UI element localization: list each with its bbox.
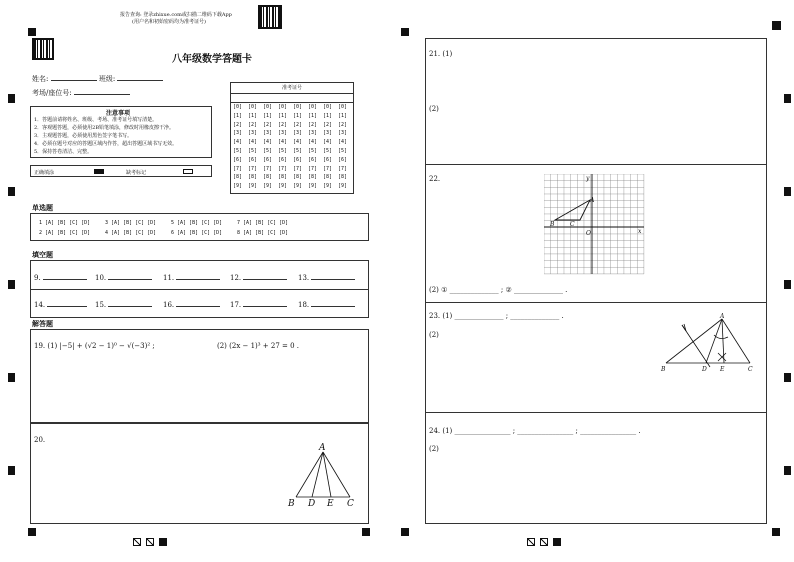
exam-id-bubble[interactable]: [1] [293, 112, 303, 119]
exam-id-bubble-grid[interactable] [233, 104, 353, 194]
q22-axis-y-label: y [586, 175, 590, 182]
choice-item[interactable]: 6 [A] [B] [C] [D] [171, 230, 223, 236]
exam-id-bubble[interactable]: [2] [323, 121, 333, 128]
q20-label-a: A [319, 443, 326, 453]
exam-id-bubble[interactable]: [3] [278, 130, 288, 137]
exam-id-bubble[interactable]: [8] [233, 174, 243, 181]
exam-id-bubble[interactable]: [3] [308, 130, 318, 137]
exam-id-bubble[interactable]: [4] [233, 139, 243, 146]
choice-item[interactable]: 1 [A] [B] [C] [D] [39, 220, 91, 226]
notes-item: 2．客观题答题，必须使用2B铅笔填涂，修改时用橡皮擦干净。 [34, 125, 175, 131]
choice-item[interactable]: 5 [A] [B] [C] [D] [171, 220, 223, 226]
notes-box [30, 106, 212, 158]
exam-id-bubble[interactable]: [5] [323, 148, 333, 154]
exam-id-bubble[interactable]: [0] [308, 104, 318, 110]
divider [426, 164, 766, 165]
q21-part1: 21. (1) [429, 50, 453, 58]
q23-part1[interactable]: 23. (1) ______________ ; ______________ . [429, 312, 564, 320]
exam-id-bubble[interactable]: [3] [323, 130, 333, 137]
divider [31, 289, 368, 290]
corner-mark [28, 28, 36, 36]
exam-id-bubble[interactable]: [4] [293, 139, 303, 146]
q19-part2: (2) (2x − 1)³ + 27 = 0 . [217, 342, 300, 350]
q23-label-c: C [748, 366, 753, 373]
notes-item: 1．答题前请将姓名、班级、考场、准考证号填写清楚。 [34, 117, 158, 123]
exam-id-bubble[interactable]: [6] [233, 156, 243, 163]
exam-id-bubble[interactable]: [2] [233, 121, 243, 128]
blank-9[interactable]: 9. [34, 272, 87, 282]
exam-id-bubble[interactable]: [5] [278, 148, 288, 154]
exam-id-bubble[interactable]: [3] [263, 130, 273, 137]
q20-label-b: B [288, 499, 295, 509]
q22-origin-label: O [586, 230, 591, 237]
timing-mark [8, 373, 15, 382]
q23-label-b: B [661, 366, 666, 373]
exam-id-bubble[interactable]: [9] [323, 183, 333, 190]
exam-id-bubble[interactable]: [1] [323, 112, 333, 119]
q22-axis-x-label: x [638, 228, 642, 235]
q19-part1: 19. (1) |−5| + (√2 − 1)⁰ − √(−3)² ; [34, 342, 155, 350]
fill-blank-box [30, 260, 369, 318]
exam-id-bubble[interactable]: [9] [308, 183, 318, 190]
exam-id-bubble[interactable]: [7] [278, 165, 288, 172]
q22-grid-figure [544, 174, 646, 276]
exam-id-bubble[interactable]: [7] [293, 165, 303, 172]
notes-item: 3．主观题答题，必须使用黑色签字笔书写。 [34, 133, 133, 139]
q19-answer-area[interactable] [30, 329, 369, 423]
q20-label-d: D [308, 499, 316, 509]
footer-marks [527, 531, 561, 550]
exam-id-bubble[interactable]: [5] [308, 148, 318, 154]
exam-id-bubble[interactable]: [5] [293, 148, 303, 154]
exam-id-bubble[interactable]: [3] [248, 130, 258, 137]
choice-item[interactable]: 3 [A] [B] [C] [D] [105, 220, 157, 226]
exam-id-bubble[interactable]: [6] [338, 156, 348, 163]
exam-id-bubble[interactable]: [6] [293, 156, 303, 163]
single-choice-label: 单选题 [32, 203, 53, 212]
timing-mark [8, 280, 15, 289]
blank-17[interactable]: 17. [230, 299, 287, 309]
exam-id-bubble[interactable]: [4] [323, 139, 333, 146]
exam-id-bubble[interactable]: [0] [278, 104, 288, 110]
q20-label-c: C [347, 499, 354, 509]
exam-id-bubble[interactable]: [8] [338, 174, 348, 181]
exam-id-bubble[interactable]: [7] [338, 165, 348, 172]
q23-part2: (2) [429, 331, 439, 339]
fill-missing-label: 缺考标记 [126, 170, 147, 176]
exam-id-bubble[interactable]: [9] [233, 183, 243, 190]
exam-id-bubble[interactable]: [8] [278, 174, 288, 181]
fill-correct-sample [94, 169, 104, 174]
exam-id-bubble[interactable]: [5] [263, 148, 273, 154]
missing-exam-checkbox[interactable] [183, 169, 193, 174]
exam-id-bubble[interactable]: [0] [338, 104, 348, 110]
timing-mark [784, 280, 791, 289]
exam-id-bubble[interactable]: [0] [248, 104, 258, 110]
exam-id-bubble[interactable]: [2] [293, 121, 303, 128]
seat-field[interactable]: 考场/座位号: [32, 87, 130, 98]
q20-triangle-figure [283, 440, 367, 510]
qr-code-top [258, 5, 282, 29]
notice-line-2: (用户名和初始密码均为准考证号) [132, 19, 206, 25]
blank-10[interactable]: 10. [95, 272, 152, 282]
q22-label: 22. [429, 175, 441, 183]
corner-mark [401, 528, 409, 536]
exam-id-bubble[interactable]: [9] [263, 183, 273, 190]
blank-16[interactable]: 16. [163, 299, 220, 309]
exam-id-bubble[interactable]: [6] [308, 156, 318, 163]
exam-id-bubble[interactable]: [3] [338, 130, 348, 137]
name-field[interactable]: 姓名: 班级: [32, 73, 163, 84]
exam-id-bubble[interactable]: [4] [248, 139, 258, 146]
exam-id-bubble[interactable]: [0] [233, 104, 243, 110]
q23-triangle-figure [658, 311, 758, 373]
exam-id-bubble[interactable]: [8] [248, 174, 258, 181]
exam-id-bubble[interactable]: [5] [233, 148, 243, 154]
exam-id-bubble[interactable]: [9] [293, 183, 303, 190]
exam-id-box [230, 82, 354, 194]
exam-id-bubble[interactable]: [5] [248, 148, 258, 154]
footer-marks [133, 531, 167, 550]
blank-13[interactable]: 13. [298, 272, 355, 282]
exam-id-label: 准考证号 [231, 83, 353, 94]
exam-id-bubble[interactable]: [1] [233, 112, 243, 119]
q22-label-c: C [570, 221, 575, 228]
exam-id-write-row[interactable] [231, 93, 353, 103]
exam-id-bubble[interactable]: [4] [338, 139, 348, 146]
exam-id-bubble[interactable]: [2] [263, 121, 273, 128]
notes-item: 4．必须在题号对应的答题区域内作答，超出答题区域书写无效。 [34, 141, 178, 147]
notice-line-1: 报告查询: 登录zhixue.com或扫描二维码下载App [120, 12, 232, 18]
q23-label-a: A [720, 313, 725, 320]
qr-code-left [32, 38, 54, 60]
q24-part2: (2) [429, 445, 439, 453]
blank-12[interactable]: 12. [230, 272, 287, 282]
page-title: 八年级数学答题卡 [172, 54, 252, 65]
exam-id-bubble[interactable]: [8] [308, 174, 318, 181]
timing-mark [784, 187, 791, 196]
answer-label: 解答题 [32, 319, 53, 328]
exam-id-bubble[interactable]: [8] [323, 174, 333, 181]
exam-id-bubble[interactable]: [7] [308, 165, 318, 172]
exam-id-bubble[interactable]: [9] [278, 183, 288, 190]
choice-item[interactable]: 7 [A] [B] [C] [D] [237, 220, 289, 226]
timing-mark [8, 187, 15, 196]
divider [426, 412, 766, 413]
exam-id-bubble[interactable]: [0] [263, 104, 273, 110]
exam-id-bubble[interactable]: [9] [338, 183, 348, 190]
exam-id-bubble[interactable]: [8] [293, 174, 303, 181]
timing-mark [784, 94, 791, 103]
corner-mark [28, 528, 36, 536]
fill-blank-label: 填空题 [32, 250, 53, 259]
divider [426, 302, 766, 303]
q20-label: 20. [34, 436, 46, 444]
exam-id-bubble[interactable]: [2] [308, 121, 318, 128]
exam-id-bubble[interactable]: [4] [263, 139, 273, 146]
exam-id-bubble[interactable]: [1] [338, 112, 348, 119]
exam-id-bubble[interactable]: [0] [293, 104, 303, 110]
exam-id-bubble[interactable]: [8] [263, 174, 273, 181]
single-choice-box [30, 213, 369, 241]
exam-id-bubble[interactable]: [7] [233, 165, 243, 172]
blank-15[interactable]: 15. [95, 299, 152, 309]
blank-11[interactable]: 11. [163, 272, 220, 282]
exam-id-bubble[interactable]: [6] [263, 156, 273, 163]
exam-id-bubble[interactable]: [2] [248, 121, 258, 128]
q20-label-e: E [327, 499, 334, 509]
corner-mark [401, 28, 409, 36]
choice-item[interactable]: 8 [A] [B] [C] [D] [237, 230, 289, 236]
fill-example-box [30, 165, 212, 177]
exam-id-bubble[interactable]: [1] [308, 112, 318, 119]
exam-id-bubble[interactable]: [5] [338, 148, 348, 154]
exam-id-bubble[interactable]: [6] [278, 156, 288, 163]
timing-mark [8, 466, 15, 475]
right-answer-page [425, 38, 767, 524]
exam-id-bubble[interactable]: [0] [323, 104, 333, 110]
timing-mark [784, 466, 791, 475]
exam-id-bubble[interactable]: [7] [263, 165, 273, 172]
exam-id-bubble[interactable]: [7] [323, 165, 333, 172]
q22-answer-line[interactable]: (2) ① ______________ ; ② ______________ . [429, 286, 568, 294]
timing-mark [8, 94, 15, 103]
exam-id-bubble[interactable]: [4] [308, 139, 318, 146]
notes-title: 注意事项 [106, 110, 131, 117]
notes-item: 5．保持答卷清洁、完整。 [34, 149, 93, 155]
exam-id-bubble[interactable]: [1] [248, 112, 258, 119]
exam-id-bubble[interactable]: [2] [338, 121, 348, 128]
corner-mark [772, 528, 780, 536]
exam-id-bubble[interactable]: [1] [278, 112, 288, 119]
fill-correct-label: 正确填涂 [34, 170, 55, 176]
exam-id-bubble[interactable]: [1] [263, 112, 273, 119]
exam-id-bubble[interactable]: [9] [248, 183, 258, 190]
q22-label-b: B [550, 221, 555, 228]
exam-id-bubble[interactable]: [3] [293, 130, 303, 137]
corner-mark [772, 21, 781, 30]
q21-part2: (2) [429, 105, 439, 113]
exam-id-bubble[interactable]: [6] [323, 156, 333, 163]
exam-id-bubble[interactable]: [4] [278, 139, 288, 146]
choice-item[interactable]: 4 [A] [B] [C] [D] [105, 230, 157, 236]
q24-part1[interactable]: 24. (1) ________________ ; ________________ ; ________________ . [429, 427, 641, 435]
q22-label-a: A [590, 197, 595, 204]
timing-mark [784, 373, 791, 382]
q23-label-e: E [720, 366, 725, 373]
blank-14[interactable]: 14. [34, 299, 87, 309]
blank-18[interactable]: 18. [298, 299, 355, 309]
corner-mark [362, 528, 370, 536]
choice-item[interactable]: 2 [A] [B] [C] [D] [39, 230, 91, 236]
exam-id-bubble[interactable]: [3] [233, 130, 243, 137]
q23-label-d: D [702, 366, 707, 373]
q20-answer-area[interactable] [30, 423, 369, 524]
exam-id-bubble[interactable]: [6] [248, 156, 258, 163]
exam-id-bubble[interactable]: [7] [248, 165, 258, 172]
exam-id-bubble[interactable]: [2] [278, 121, 288, 128]
